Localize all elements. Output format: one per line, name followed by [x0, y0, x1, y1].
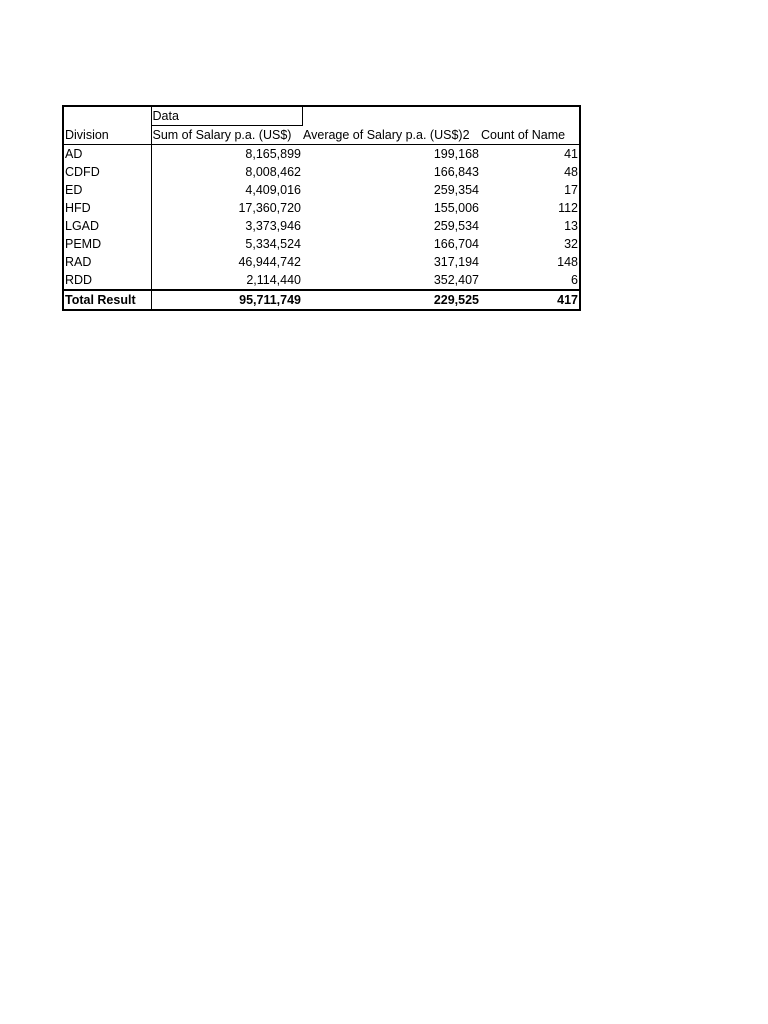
cell-sum-salary[interactable]: 3,373,946	[245, 219, 301, 233]
cell-count-name[interactable]: 32	[564, 237, 578, 251]
cell-average-salary[interactable]: 259,354	[433, 183, 479, 197]
table-row	[63, 199, 580, 217]
empty-header-cell[interactable]	[302, 106, 580, 126]
cell-average-salary[interactable]: 352,407	[433, 273, 479, 287]
table-row	[63, 235, 580, 253]
cell-count-name[interactable]: 48	[564, 165, 578, 179]
cell-division[interactable]: CDFD	[63, 163, 151, 181]
cell-count-name[interactable]: 148	[557, 255, 578, 269]
cell-sum-salary[interactable]: 8,165,899	[245, 147, 301, 161]
total-count-name[interactable]: 417	[480, 290, 580, 310]
header-division[interactable]: Division	[63, 126, 151, 145]
cell-sum-salary[interactable]: 5,334,524	[245, 237, 301, 251]
cell-average-salary[interactable]: 166,843	[433, 165, 479, 179]
total-label[interactable]: Total Result	[63, 290, 151, 310]
cell-division[interactable]: LGAD	[63, 217, 151, 235]
header-count-name[interactable]: Count of Name	[480, 126, 580, 145]
table-row	[63, 145, 580, 164]
cell-division[interactable]: ED	[63, 181, 151, 199]
cell-average-salary[interactable]: 155,006	[433, 201, 479, 215]
cell-average-salary[interactable]: 166,704	[433, 237, 479, 251]
total-row	[63, 290, 580, 310]
table-row	[63, 271, 580, 290]
total-sum-salary[interactable]: 95,711,749	[151, 290, 302, 310]
cell-sum-salary[interactable]: 46,944,742	[238, 255, 301, 269]
table-row	[63, 163, 580, 181]
table-header-data-row	[63, 106, 580, 126]
cell-division[interactable]: RAD	[63, 253, 151, 271]
cell-division[interactable]: AD	[63, 145, 151, 164]
total-average-salary[interactable]: 229,525	[302, 290, 480, 310]
empty-corner-cell[interactable]	[63, 106, 151, 126]
header-average-salary[interactable]: Average of Salary p.a. (US$)2	[302, 126, 480, 145]
table-column-headers	[63, 126, 580, 145]
cell-count-name[interactable]: 41	[564, 147, 578, 161]
cell-count-name[interactable]: 112	[558, 201, 578, 215]
cell-average-salary[interactable]: 317,194	[433, 255, 479, 269]
table-row	[63, 217, 580, 235]
data-field-label[interactable]: Data	[151, 106, 302, 126]
header-sum-salary[interactable]: Sum of Salary p.a. (US$)	[151, 126, 302, 145]
cell-sum-salary[interactable]: 8,008,462	[245, 165, 301, 179]
cell-division[interactable]: RDD	[63, 271, 151, 290]
cell-count-name[interactable]: 13	[564, 219, 578, 233]
cell-division[interactable]: HFD	[63, 199, 151, 217]
cell-count-name[interactable]: 6	[571, 273, 578, 287]
table-row	[63, 181, 580, 199]
cell-count-name[interactable]: 17	[564, 183, 578, 197]
pivot-table	[62, 105, 581, 311]
cell-average-salary[interactable]: 199,168	[433, 147, 479, 161]
cell-sum-salary[interactable]: 17,360,720	[238, 201, 301, 215]
pivot-table-sheet	[62, 105, 579, 311]
cell-sum-salary[interactable]: 2,114,440	[246, 273, 301, 287]
cell-division[interactable]: PEMD	[63, 235, 151, 253]
table-row	[63, 253, 580, 271]
cell-sum-salary[interactable]: 4,409,016	[245, 183, 301, 197]
cell-average-salary[interactable]: 259,534	[433, 219, 479, 233]
